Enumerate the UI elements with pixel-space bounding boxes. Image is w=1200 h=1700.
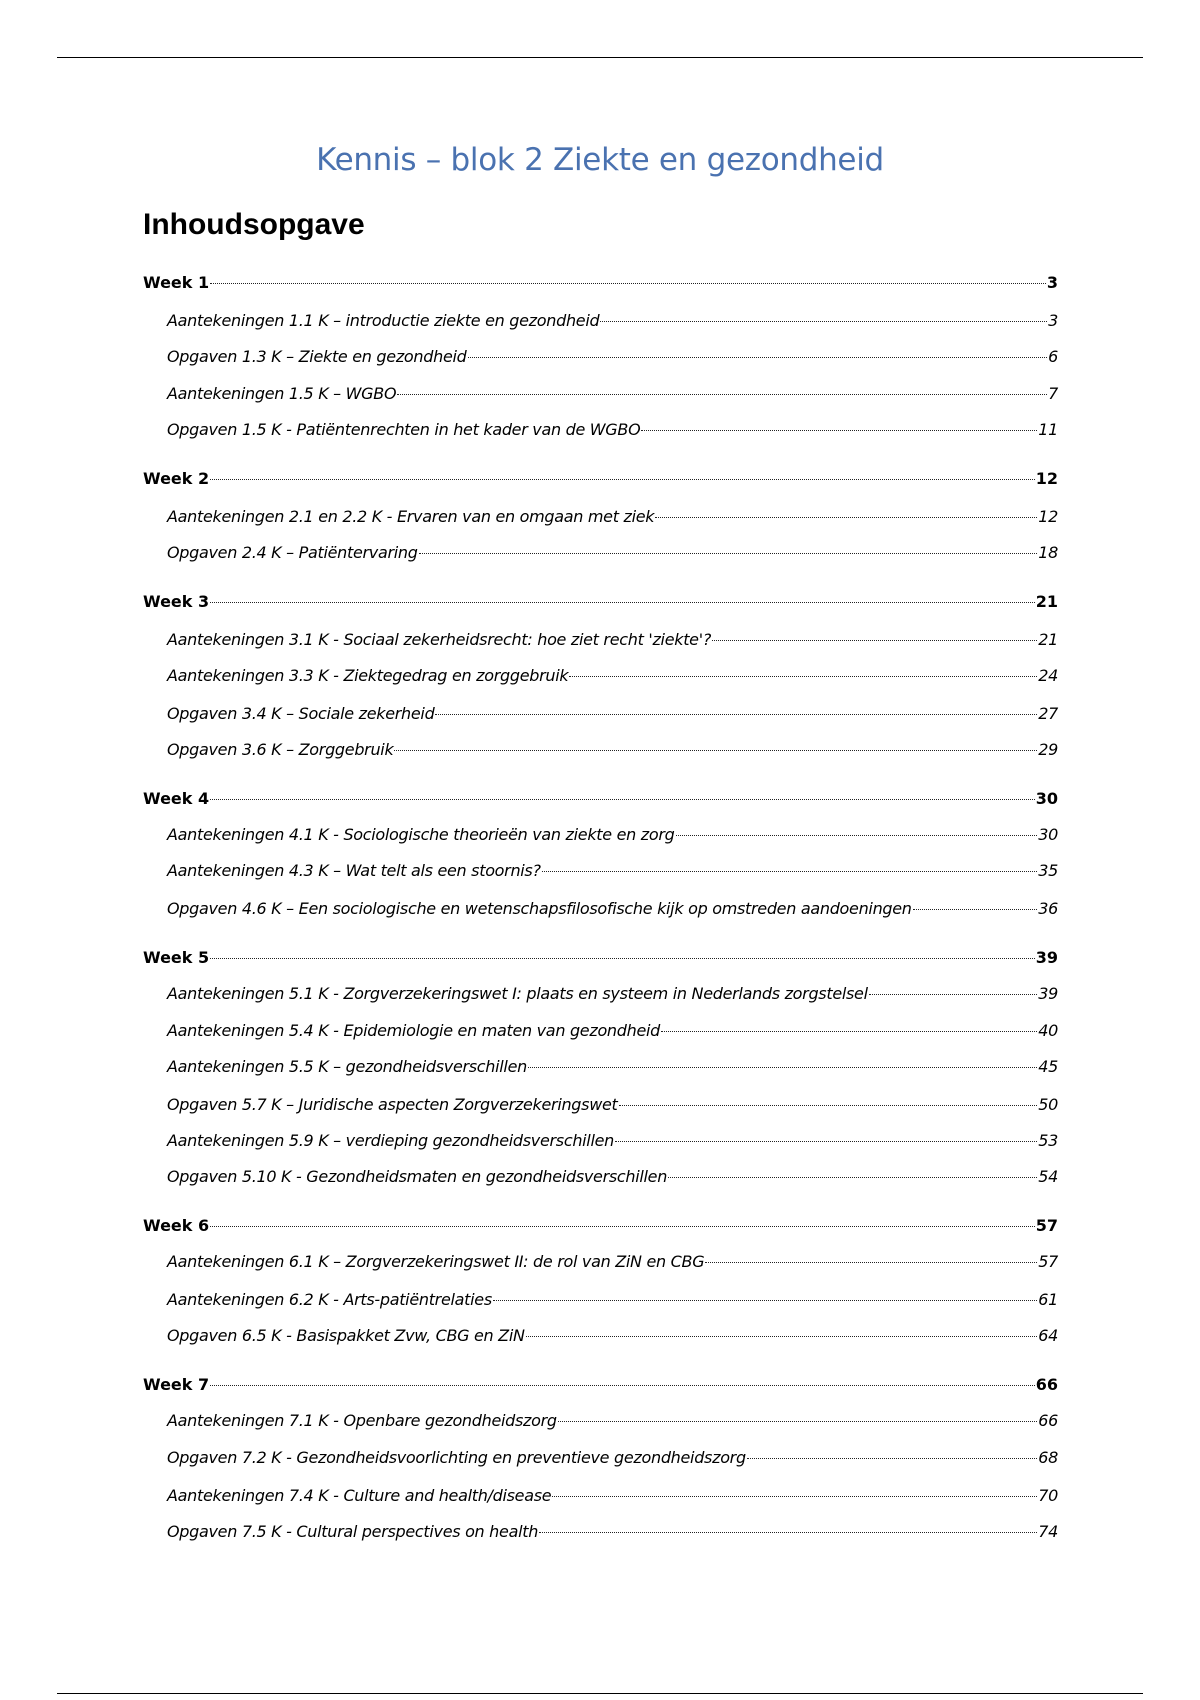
toc-page-number: 53 bbox=[1038, 1131, 1058, 1150]
toc-entry-link[interactable] bbox=[167, 825, 1058, 845]
toc-dot-leader bbox=[869, 994, 1038, 995]
toc-entry-link[interactable] bbox=[167, 1057, 1058, 1077]
toc-dot-leader bbox=[615, 1141, 1037, 1142]
toc-entry-link[interactable] bbox=[167, 1095, 1058, 1115]
toc-week-link[interactable] bbox=[143, 948, 1058, 968]
toc-entry-title: Opgaven 7.5 K - Cultural perspectives on health bbox=[167, 1522, 539, 1541]
toc-dot-leader bbox=[619, 1105, 1038, 1106]
toc-dot-leader bbox=[569, 676, 1037, 677]
toc-entry-link[interactable] bbox=[167, 984, 1058, 1004]
toc-entry-title: Aantekeningen 7.4 K - Culture and health/disease bbox=[167, 1486, 552, 1505]
toc-page-number: 11 bbox=[1038, 420, 1058, 439]
toc-page-number: 21 bbox=[1035, 592, 1058, 611]
toc-entry-title: Opgaven 3.4 K – Sociale zekerheid bbox=[167, 704, 435, 723]
toc-page-number: 7 bbox=[1048, 384, 1058, 403]
toc-entry-title: Week 7 bbox=[143, 1375, 210, 1394]
toc-dot-leader bbox=[528, 1067, 1037, 1068]
toc-dot-leader bbox=[661, 1031, 1037, 1032]
toc-page-number: 54 bbox=[1038, 1167, 1058, 1186]
toc-entry-title: Aantekeningen 5.5 K – gezondheidsverschillen bbox=[167, 1057, 527, 1076]
toc-entry-title: Week 1 bbox=[143, 273, 210, 292]
toc-entry-title: Opgaven 1.3 K – Ziekte en gezondheid bbox=[167, 347, 467, 366]
toc-entry-title: Opgaven 5.10 K - Gezondheidsmaten en gezondheidsverschillen bbox=[167, 1167, 668, 1186]
toc-page-number: 30 bbox=[1038, 825, 1058, 844]
toc-page-number: 30 bbox=[1035, 789, 1058, 808]
toc-dot-leader bbox=[600, 321, 1047, 322]
toc-dot-leader bbox=[468, 357, 1048, 358]
toc-page-number: 12 bbox=[1038, 507, 1058, 526]
toc-week-link[interactable] bbox=[143, 469, 1058, 489]
toc-page-number: 74 bbox=[1038, 1522, 1058, 1541]
toc-dot-leader bbox=[747, 1458, 1037, 1459]
toc-dot-leader bbox=[712, 640, 1037, 641]
toc-page-number: 64 bbox=[1038, 1326, 1058, 1345]
toc-page-number: 70 bbox=[1038, 1486, 1058, 1505]
toc-entry-link[interactable] bbox=[167, 1021, 1058, 1041]
toc-page-number: 21 bbox=[1038, 630, 1058, 649]
toc-entry-link[interactable] bbox=[167, 507, 1058, 527]
toc-dot-leader bbox=[210, 283, 1046, 284]
toc-entry-title: Week 4 bbox=[143, 789, 210, 808]
toc-entry-link[interactable] bbox=[167, 1167, 1058, 1187]
toc-page-number: 50 bbox=[1038, 1095, 1058, 1114]
toc-page-number: 36 bbox=[1038, 899, 1058, 918]
toc-entry-title: Aantekeningen 7.1 K - Openbare gezondheidszorg bbox=[167, 1411, 557, 1430]
toc-entry-title: Aantekeningen 1.1 K – introductie ziekte en gezondheid bbox=[167, 311, 600, 330]
toc-entry-title: Week 5 bbox=[143, 948, 210, 967]
toc-entry-title: Aantekeningen 5.9 K – verdieping gezondheidsverschillen bbox=[167, 1131, 614, 1150]
toc-dot-leader bbox=[419, 553, 1038, 554]
toc-entry-link[interactable] bbox=[167, 1486, 1058, 1506]
toc-entry-title: Aantekeningen 5.1 K - Zorgverzekeringswet I: plaats en systeem in Nederlands zorgstelsel bbox=[167, 984, 868, 1003]
toc-dot-leader bbox=[655, 517, 1037, 518]
toc-dot-leader bbox=[210, 799, 1035, 800]
toc-entry-link[interactable] bbox=[167, 420, 1058, 440]
toc-page-number: 57 bbox=[1038, 1252, 1058, 1271]
toc-dot-leader bbox=[542, 871, 1038, 872]
toc-entry-title: Opgaven 5.7 K – Juridische aspecten Zorgverzekeringswet bbox=[167, 1095, 618, 1114]
toc-entry-link[interactable] bbox=[167, 311, 1058, 331]
toc-week-link[interactable] bbox=[143, 273, 1058, 293]
document-title: Kennis – blok 2 Ziekte en gezondheid bbox=[316, 142, 884, 178]
toc-entry-title: Aantekeningen 3.3 K - Ziektegedrag en zorggebruik bbox=[167, 666, 569, 685]
toc-entry-title: Aantekeningen 1.5 K – WGBO bbox=[167, 384, 397, 403]
toc-entry-title: Opgaven 3.6 K – Zorggebruik bbox=[167, 740, 394, 759]
toc-entry-title: Opgaven 7.2 K - Gezondheidsvoorlichting en preventieve gezondheidszorg bbox=[167, 1448, 746, 1467]
toc-page-number: 18 bbox=[1038, 543, 1058, 562]
toc-week-link[interactable] bbox=[143, 1375, 1058, 1395]
toc-entry-link[interactable] bbox=[167, 1131, 1058, 1151]
toc-page-number: 3 bbox=[1046, 273, 1058, 292]
toc-entry-link[interactable] bbox=[167, 1448, 1058, 1468]
toc-dot-leader bbox=[435, 714, 1037, 715]
toc-entry-link[interactable] bbox=[167, 1326, 1058, 1346]
toc-page-number: 35 bbox=[1038, 861, 1058, 880]
toc-entry-link[interactable] bbox=[167, 1522, 1058, 1542]
toc-entry-title: Aantekeningen 3.1 K - Sociaal zekerheidsrecht: hoe ziet recht 'ziekte'? bbox=[167, 630, 712, 649]
toc-entry-link[interactable] bbox=[167, 1290, 1058, 1310]
toc-entry-title: Opgaven 1.5 K - Patiëntenrechten in het kader van de WGBO bbox=[167, 420, 641, 439]
toc-entry-link[interactable] bbox=[167, 666, 1058, 686]
toc-entry-link[interactable] bbox=[167, 543, 1058, 563]
toc-entry-title: Opgaven 2.4 K – Patiëntervaring bbox=[167, 543, 418, 562]
header-rule bbox=[57, 57, 1143, 58]
footer-rule bbox=[57, 1693, 1143, 1694]
toc-week-link[interactable] bbox=[143, 1216, 1058, 1236]
toc-page-number: 40 bbox=[1038, 1021, 1058, 1040]
toc-entry-link[interactable] bbox=[167, 347, 1058, 367]
toc-entry-link[interactable] bbox=[167, 1252, 1058, 1272]
toc-page-number: 57 bbox=[1035, 1216, 1058, 1235]
toc-entry-title: Opgaven 6.5 K - Basispakket Zvw, CBG en ZiN bbox=[167, 1326, 525, 1345]
toc-dot-leader bbox=[913, 909, 1038, 910]
toc-page-number: 29 bbox=[1038, 740, 1058, 759]
toc-page-number: 66 bbox=[1038, 1411, 1058, 1430]
toc-dot-leader bbox=[210, 958, 1035, 959]
toc-page-number: 66 bbox=[1035, 1375, 1058, 1394]
toc-heading: Inhoudsopgave bbox=[143, 208, 365, 241]
toc-page-number: 27 bbox=[1038, 704, 1058, 723]
toc-entry-link[interactable] bbox=[167, 861, 1058, 881]
toc-dot-leader bbox=[210, 1226, 1035, 1227]
toc-dot-leader bbox=[394, 750, 1037, 751]
toc-entry-title: Aantekeningen 4.1 K - Sociologische theorieën van ziekte en zorg bbox=[167, 825, 675, 844]
toc-dot-leader bbox=[705, 1262, 1037, 1263]
toc-dot-leader bbox=[210, 479, 1035, 480]
toc-week-link[interactable] bbox=[143, 789, 1058, 809]
toc-page-number: 68 bbox=[1038, 1448, 1058, 1467]
toc-dot-leader bbox=[539, 1532, 1037, 1533]
toc-dot-leader bbox=[668, 1177, 1037, 1178]
toc-dot-leader bbox=[210, 1385, 1035, 1386]
toc-dot-leader bbox=[558, 1421, 1037, 1422]
toc-page-number: 6 bbox=[1048, 347, 1058, 366]
toc-page-number: 39 bbox=[1038, 984, 1058, 1003]
toc-entry-link[interactable] bbox=[167, 704, 1058, 724]
toc-entry-link[interactable] bbox=[167, 384, 1058, 404]
toc-entry-title: Aantekeningen 2.1 en 2.2 K - Ervaren van en omgaan met ziek bbox=[167, 507, 655, 526]
toc-page-number: 12 bbox=[1035, 469, 1058, 488]
toc-dot-leader bbox=[210, 602, 1035, 603]
toc-entry-title: Aantekeningen 4.3 K – Wat telt als een stoornis? bbox=[167, 861, 541, 880]
toc-page-number: 61 bbox=[1038, 1290, 1058, 1309]
toc-page-number: 45 bbox=[1038, 1057, 1058, 1076]
toc-dot-leader bbox=[397, 394, 1047, 395]
toc-dot-leader bbox=[526, 1336, 1038, 1337]
toc-dot-leader bbox=[493, 1300, 1037, 1301]
toc-dot-leader bbox=[676, 835, 1038, 836]
toc-entry-title: Aantekeningen 6.2 K - Arts-patiëntrelaties bbox=[167, 1290, 492, 1309]
toc-page-number: 3 bbox=[1048, 311, 1058, 330]
toc-entry-title: Aantekeningen 6.1 K – Zorgverzekeringswet II: de rol van ZiN en CBG bbox=[167, 1252, 705, 1271]
toc-entry-title: Week 3 bbox=[143, 592, 210, 611]
toc-entry-link[interactable] bbox=[167, 630, 1058, 650]
toc-dot-leader bbox=[552, 1496, 1037, 1497]
toc-entry-link[interactable] bbox=[167, 1411, 1058, 1431]
toc-week-link[interactable] bbox=[143, 592, 1058, 612]
toc-page-number: 39 bbox=[1035, 948, 1058, 967]
toc-entry-title: Aantekeningen 5.4 K - Epidemiologie en maten van gezondheid bbox=[167, 1021, 661, 1040]
toc-entry-link[interactable] bbox=[167, 740, 1058, 760]
toc-entry-title: Week 6 bbox=[143, 1216, 210, 1235]
toc-entry-title: Week 2 bbox=[143, 469, 210, 488]
toc-entry-title: Opgaven 4.6 K – Een sociologische en wetenschapsfilosofische kijk op omstreden aandoeningen bbox=[167, 899, 912, 918]
toc-dot-leader bbox=[641, 430, 1037, 431]
toc-page-number: 24 bbox=[1038, 666, 1058, 685]
toc-entry-link[interactable] bbox=[167, 899, 1058, 919]
